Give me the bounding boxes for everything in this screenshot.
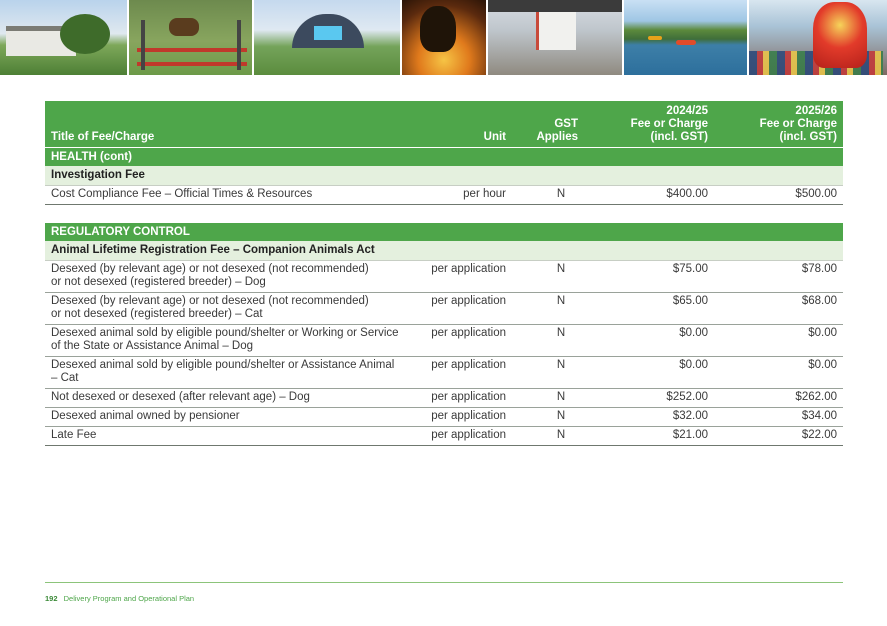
- fee-title: Cost Compliance Fee – Official Times & Resources: [51, 187, 313, 200]
- fee-gst: N: [510, 324, 578, 356]
- header-fee-2025-26: 2025/26 Fee or Charge (incl. GST): [714, 101, 843, 147]
- table-row: [45, 292, 843, 324]
- fee-title-cont: of the State or Assistance Animal – Dog: [51, 339, 254, 352]
- fee-title: Desexed (by relevant age) or not desexed (not recommended): [51, 262, 369, 275]
- fee-2025-26: $500.00: [714, 185, 843, 204]
- fee-gst: N: [510, 356, 578, 388]
- fee-2025-26: $0.00: [714, 324, 843, 356]
- fee-title: Late Fee: [51, 428, 97, 441]
- fee-2025-26: $0.00: [714, 356, 843, 388]
- fee-2024-25: $21.00: [578, 426, 714, 445]
- fee-gst: N: [510, 185, 578, 204]
- fee-unit: per application: [413, 324, 510, 356]
- fee-gst: N: [510, 388, 578, 407]
- header-fee-2024-25: 2024/25 Fee or Charge (incl. GST): [578, 101, 714, 147]
- fee-title: Not desexed or desexed (after relevant age) – Dog: [51, 390, 310, 403]
- fee-2024-25: $400.00: [578, 185, 714, 204]
- table-row: [45, 356, 843, 388]
- table-header-row: [45, 101, 843, 147]
- fee-title: Desexed animal owned by pensioner: [51, 409, 240, 422]
- fee-2025-26: $22.00: [714, 426, 843, 445]
- table-row: [45, 426, 843, 445]
- header-unit: Unit: [413, 101, 510, 147]
- fee-2024-25: $32.00: [578, 407, 714, 426]
- section-spacer: [45, 204, 843, 222]
- photo-banner: [0, 0, 887, 75]
- page-number: 192: [45, 594, 58, 603]
- table-row: [45, 407, 843, 426]
- fee-2025-26: $262.00: [714, 388, 843, 407]
- fee-title: Desexed animal sold by eligible pound/shelter or Assistance Animal: [51, 358, 395, 371]
- fee-unit: per application: [413, 292, 510, 324]
- banner-photo-river-kayaking: [624, 0, 748, 75]
- table-row: [45, 260, 843, 292]
- header-title-of-fee: Title of Fee/Charge: [45, 101, 413, 147]
- subheading-investigation-fee: Investigation Fee: [45, 166, 843, 185]
- fee-2025-26: $34.00: [714, 407, 843, 426]
- fee-title-cont: or not desexed (registered breeder) – Dog: [51, 275, 266, 288]
- table-row: [45, 388, 843, 407]
- fee-gst: N: [510, 407, 578, 426]
- fee-2024-25: $0.00: [578, 324, 714, 356]
- fee-2025-26: $68.00: [714, 292, 843, 324]
- page-footer: [45, 594, 194, 603]
- banner-photo-outdoor-stage: [254, 0, 400, 75]
- fee-2024-25: $65.00: [578, 292, 714, 324]
- fee-unit: per application: [413, 426, 510, 445]
- fees-table: [45, 101, 843, 446]
- fee-title: Desexed (by relevant age) or not desexed (not recommended): [51, 294, 369, 307]
- document-title: Delivery Program and Operational Plan: [63, 594, 195, 603]
- fee-unit: per application: [413, 356, 510, 388]
- header-gst-applies: GST Applies: [510, 101, 578, 147]
- fee-gst: N: [510, 426, 578, 445]
- fee-unit: per application: [413, 388, 510, 407]
- fee-2024-25: $0.00: [578, 356, 714, 388]
- fee-2024-25: $252.00: [578, 388, 714, 407]
- banner-photo-dog-agility: [129, 0, 253, 75]
- fee-unit: per hour: [413, 185, 510, 204]
- fee-title-cont: or not desexed (registered breeder) – Cat: [51, 307, 263, 320]
- banner-photo-park-pavilion: [0, 0, 127, 75]
- fee-unit: per application: [413, 260, 510, 292]
- section-heading-health: HEALTH (cont): [45, 147, 843, 166]
- banner-photo-street-shops: [488, 0, 622, 75]
- section-heading-regulatory-control: REGULATORY CONTROL: [45, 222, 843, 241]
- fee-title-cont: – Cat: [51, 371, 79, 384]
- fee-title: Desexed animal sold by eligible pound/shelter or Working or Service: [51, 326, 399, 339]
- fee-2025-26: $78.00: [714, 260, 843, 292]
- table-row: [45, 324, 843, 356]
- table-row: [45, 185, 843, 204]
- banner-photo-kookaburra: [402, 0, 486, 75]
- footer-divider: [45, 582, 843, 583]
- fee-2024-25: $75.00: [578, 260, 714, 292]
- fee-gst: N: [510, 292, 578, 324]
- fee-gst: N: [510, 260, 578, 292]
- fee-unit: per application: [413, 407, 510, 426]
- subheading-animal-lifetime-registration: Animal Lifetime Registration Fee – Companion Animals Act: [45, 241, 843, 260]
- banner-photo-lion-dance: [749, 0, 887, 75]
